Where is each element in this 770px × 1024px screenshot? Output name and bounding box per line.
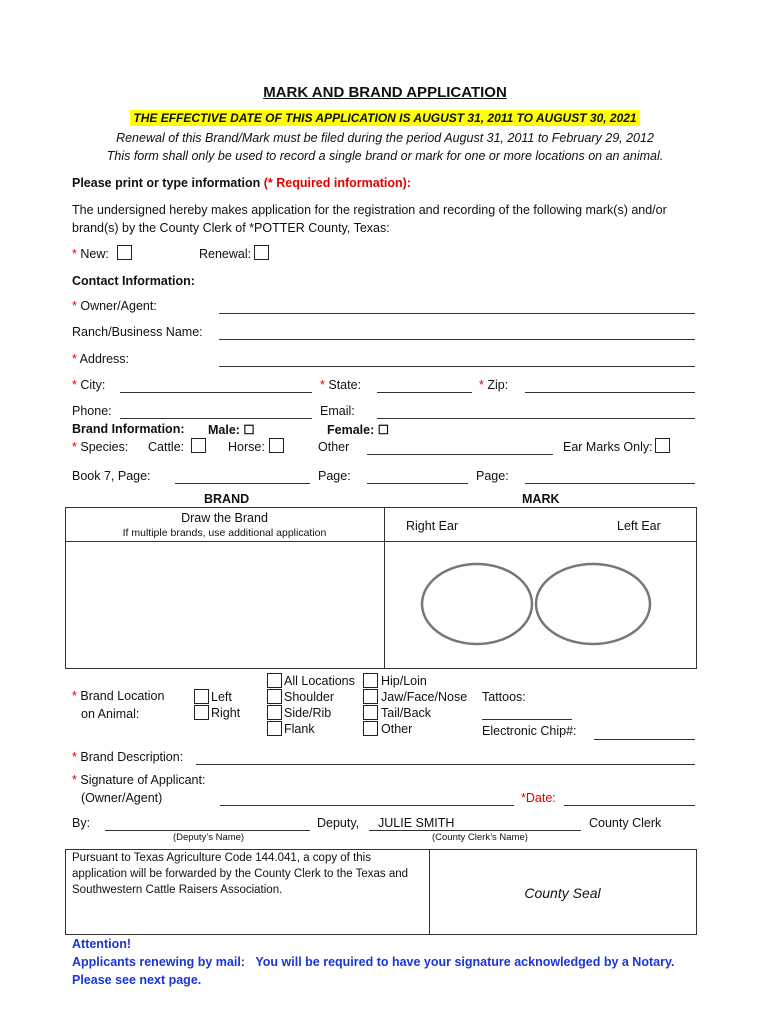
- deputy-caption: (Deputy’s Name): [173, 832, 245, 843]
- other-species-field[interactable]: [367, 454, 553, 455]
- right-ear-label: Right Ear: [406, 519, 459, 533]
- flank-label: Flank: [284, 722, 315, 736]
- side-rib-label: Side/Rib: [284, 706, 332, 720]
- book-page-field[interactable]: [175, 483, 310, 484]
- deputy-name-field[interactable]: [105, 830, 310, 831]
- city-field[interactable]: [120, 392, 312, 393]
- left-side-checkbox[interactable]: [194, 689, 209, 704]
- ear-marks-checkbox[interactable]: [655, 438, 670, 453]
- left-side-label: Left: [211, 690, 232, 704]
- cattle-label: Cattle:: [148, 440, 185, 454]
- shoulder-checkbox[interactable]: [267, 689, 282, 704]
- county-clerk-label: County Clerk: [589, 816, 662, 830]
- all-locations-checkbox[interactable]: [267, 673, 282, 688]
- tail-back-label: Tail/Back: [381, 706, 432, 720]
- state-field[interactable]: [377, 392, 472, 393]
- county-seal-label: County Seal: [524, 885, 601, 901]
- male-option[interactable]: Male: ☐: [208, 423, 255, 437]
- other-location-label: Other: [381, 722, 413, 736]
- clerk-name: JULIE SMITH: [378, 816, 455, 830]
- zip-label: * Zip:: [479, 378, 509, 392]
- horse-checkbox[interactable]: [269, 438, 284, 453]
- new-checkbox[interactable]: [117, 245, 132, 260]
- brand-info-heading: Brand Information:: [72, 422, 185, 436]
- left-ear-label: Left Ear: [617, 519, 661, 533]
- jaw-face-nose-label: Jaw/Face/Nose: [381, 690, 468, 704]
- intro-line-1: The undersigned hereby makes application for the registration and recording of the following mark(s) and/or: [72, 203, 667, 217]
- signature-field[interactable]: [220, 805, 514, 806]
- page-field-2[interactable]: [525, 483, 695, 484]
- phone-field[interactable]: [120, 418, 312, 419]
- female-option[interactable]: Female: ☐: [327, 423, 389, 437]
- ear-marks-label: Ear Marks Only:: [563, 440, 653, 454]
- brand-drawing-area[interactable]: [65, 542, 384, 667]
- all-locations-label: All Locations: [284, 674, 355, 688]
- usage-note: This form shall only be used to record a single brand or mark for one or more locations on an animal.: [106, 149, 664, 163]
- attention-line-1: Applicants renewing by mail: You will be required to have your signature acknowledged by a Notary.: [72, 955, 675, 969]
- right-side-label: Right: [211, 706, 241, 720]
- brand-mark-divider: [384, 507, 385, 668]
- ranch-field[interactable]: [219, 339, 695, 340]
- address-field[interactable]: [219, 366, 695, 367]
- on-animal-label: on Animal:: [81, 707, 140, 721]
- tail-back-checkbox[interactable]: [363, 705, 378, 720]
- renewal-checkbox[interactable]: [254, 245, 269, 260]
- address-label: * Address:: [72, 352, 130, 366]
- renewal-note: Renewal of this Brand/Mark must be filed during the period August 31, 2011 to February 29, 2012: [116, 131, 654, 145]
- hip-loin-label: Hip/Loin: [381, 674, 427, 688]
- attention-line-2: Please see next page.: [72, 973, 202, 987]
- left-ear-oval[interactable]: [536, 564, 650, 644]
- effective-date-banner: [0, 111, 770, 125]
- new-label: * New:: [72, 247, 109, 261]
- page-label-2: Page:: [476, 469, 509, 483]
- book-label: Book 7, Page:: [72, 469, 151, 483]
- right-ear-oval[interactable]: [422, 564, 532, 644]
- print-label: Please print or type information: [72, 176, 261, 190]
- description-field[interactable]: [196, 764, 695, 765]
- intro-line-2: brand(s) by the County Clerk of *POTTER County, Texas:: [72, 221, 390, 235]
- jaw-face-nose-checkbox[interactable]: [363, 689, 378, 704]
- owner-agent-caption: (Owner/Agent): [81, 791, 163, 805]
- cattle-checkbox[interactable]: [191, 438, 206, 453]
- other-location-checkbox[interactable]: [363, 721, 378, 736]
- right-side-checkbox[interactable]: [194, 705, 209, 720]
- chip-field[interactable]: [594, 739, 695, 740]
- effective-date-text: THE EFFECTIVE DATE OF THIS APPLICATION IS AUGUST 31, 2011 TO AUGUST 30, 2021: [130, 110, 639, 126]
- by-label: By:: [72, 816, 91, 830]
- side-rib-checkbox[interactable]: [267, 705, 282, 720]
- email-label: Email:: [320, 404, 355, 418]
- brand-heading: BRAND: [204, 492, 250, 506]
- ranch-label: Ranch/Business Name:: [72, 325, 203, 339]
- page-title: MARK AND BRAND APPLICATION: [263, 84, 507, 101]
- tattoos-field[interactable]: [482, 719, 572, 720]
- description-label: * Brand Description:: [72, 750, 184, 764]
- notice-line-1: Pursuant to Texas Agriculture Code 144.041, a copy of this: [72, 852, 371, 864]
- brand-location-label: * Brand Location: [72, 689, 165, 703]
- flank-checkbox[interactable]: [267, 721, 282, 736]
- page-field-1[interactable]: [367, 483, 468, 484]
- date-field[interactable]: [564, 805, 695, 806]
- contact-heading: Contact Information:: [72, 274, 195, 288]
- email-field[interactable]: [377, 418, 695, 419]
- ear-diagram[interactable]: [420, 561, 670, 647]
- notice-line-3: Southwestern Cattle Raisers Association.: [72, 884, 283, 896]
- mark-heading: MARK: [522, 492, 560, 506]
- phone-label: Phone:: [72, 404, 112, 418]
- tattoos-label: Tattoos:: [482, 690, 526, 704]
- signature-label: * Signature of Applicant:: [72, 773, 206, 787]
- attention-title: Attention!: [72, 937, 132, 951]
- required-label: (* Required information):: [263, 176, 411, 190]
- state-label: * State:: [320, 378, 362, 392]
- city-label: * City:: [72, 378, 106, 392]
- multiple-brands-note: If multiple brands, use additional application: [122, 527, 327, 539]
- owner-label: * Owner/Agent:: [72, 299, 157, 313]
- notice-line-2: application will be forwarded by the County Clerk to the Texas and: [72, 868, 409, 880]
- print-instruction: [72, 176, 411, 190]
- hip-loin-checkbox[interactable]: [363, 673, 378, 688]
- clerk-caption: (County Clerk’s Name): [432, 832, 528, 843]
- owner-field[interactable]: [219, 313, 695, 314]
- renewal-label: Renewal:: [199, 247, 252, 261]
- other-species-label: Other: [318, 440, 350, 454]
- draw-brand-label: Draw the Brand: [181, 511, 268, 525]
- date-label: *Date:: [521, 791, 556, 805]
- shoulder-label: Shoulder: [284, 690, 335, 704]
- clerk-name-field[interactable]: [369, 830, 581, 831]
- horse-label: Horse:: [228, 440, 265, 454]
- zip-field[interactable]: [525, 392, 695, 393]
- deputy-label: Deputy,: [317, 816, 360, 830]
- chip-label: Electronic Chip#:: [482, 724, 577, 738]
- page-label-1: Page:: [318, 469, 351, 483]
- species-label: * Species:: [72, 440, 129, 454]
